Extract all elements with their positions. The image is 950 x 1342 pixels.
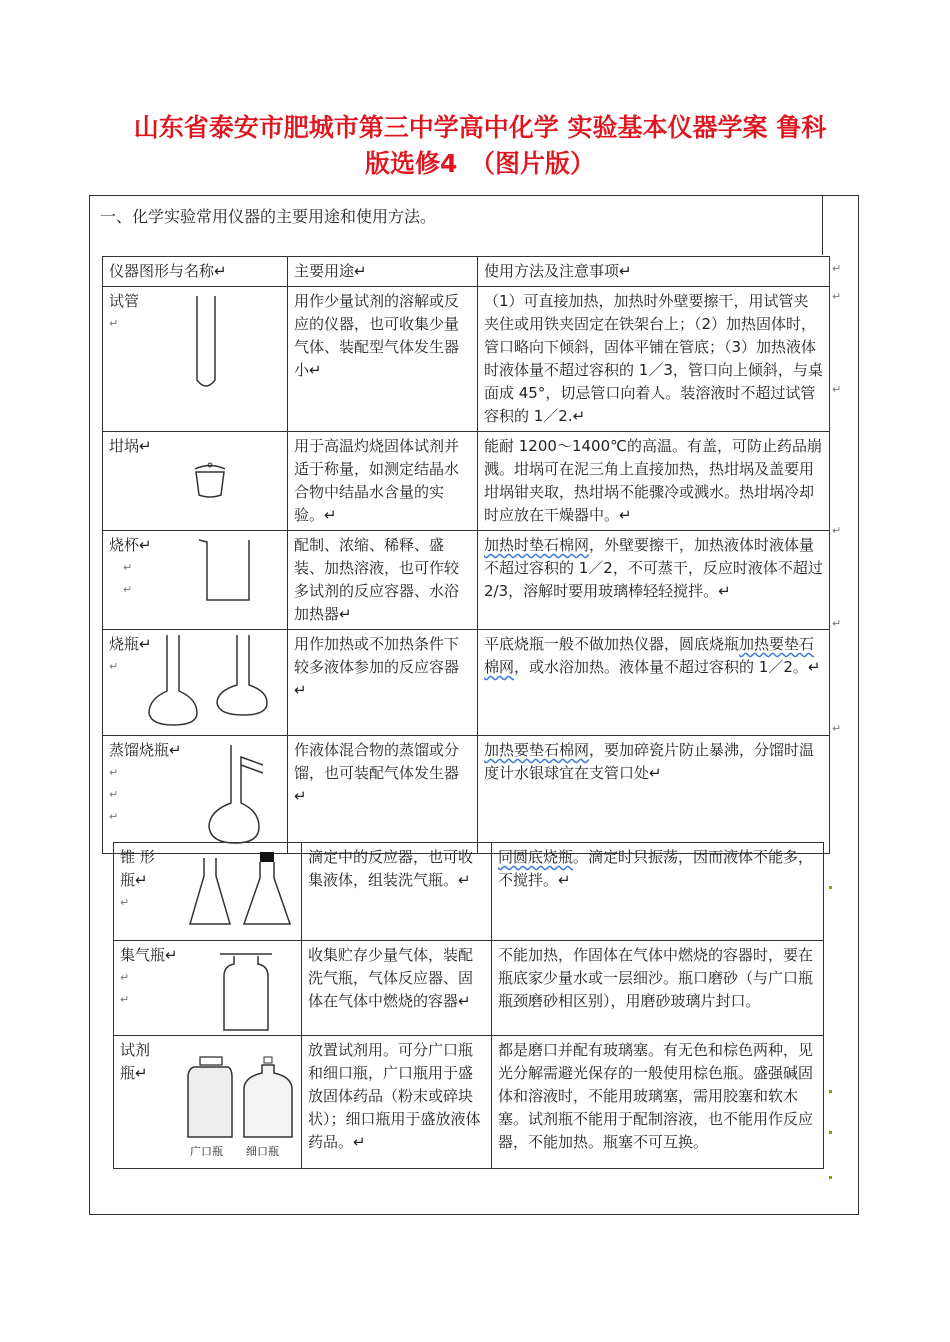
instrument-notes — [492, 843, 824, 941]
instrument-name: 试管 — [109, 292, 140, 310]
instrument-name: 集气瓶↵ — [120, 946, 178, 964]
instrument-use: 用作加热或不加热条件下较多液体参加的反应容器 ↵ — [288, 630, 478, 736]
return-mark: ↵ — [123, 561, 133, 574]
notes-text: ，外壁要擦干，加热液体时液体量不超过容积的 1／2，不可蒸干，反应时液体不超过 2/3，溶解时要用玻璃棒轻轻搅拌。↵ — [484, 536, 823, 600]
return-mark: ↵ — [109, 766, 119, 779]
instrument-name: 坩埚↵ — [109, 437, 152, 455]
instrument-notes — [478, 630, 830, 736]
return-mark: ↵ — [832, 290, 842, 303]
instrument-notes: 不能加热，作固体在气体中燃烧的容器时，要在瓶底家少量水或一层细沙。瓶口磨砂（与广口瓶瓶颈磨砂相区别），用磨砂玻璃片封口。 — [492, 941, 824, 1036]
test-tube-icon — [191, 294, 221, 394]
return-mark: ↵ — [109, 788, 119, 801]
document-title-line1: 山东省泰安市肥城市第三中学高中化学 实验基本仪器学案 鲁科 — [133, 113, 827, 142]
instrument-table-1 — [102, 256, 830, 854]
instrument-use: 放置试剂用。可分广口瓶和细口瓶，广口瓶用于盛放固体药品（粉末或碎块状）；细口瓶用于盛放液体药品。↵ — [302, 1036, 492, 1169]
instrument-name: 烧瓶↵ — [109, 635, 152, 653]
instrument-notes — [478, 531, 830, 630]
instrument-name: 烧杯↵ — [109, 536, 152, 554]
return-mark: ↵ — [832, 383, 842, 396]
frame-right-inner-line — [822, 195, 823, 255]
instrument-notes: （1）可直接加热，加热时外壁要擦干，用试管夹夹住或用铁夹固定在铁架台上；（2）加热固体时，管口略向下倾斜，固体平铺在管底；（3）加热液体时液体量不超过容积的 1／3，管口向上倾斜，与桌面成 45°，切忌管口向着人。装溶液时不超过试管容积的 1／2.↵ — [478, 287, 830, 432]
table-row — [103, 432, 830, 531]
flask-icon — [145, 633, 285, 727]
return-mark: ↵ — [123, 583, 133, 596]
conical-flask-icon — [186, 850, 296, 930]
instrument-notes: 能耐 1200～1400℃的高温。有盖，可防止药品崩溅。坩埚可在泥三角上直接加热，热坩埚及盖要用坩埚钳夹取，热坩埚不能骤冷或溅水。热坩埚冷却时应放在干燥器中。↵ — [478, 432, 830, 531]
notes-text: 。滴定时只振荡，因而液体不能多，不搅拌。↵ — [498, 848, 814, 889]
table-row — [103, 630, 830, 736]
narrow-mouth-bottle-label: 细口瓶 — [246, 1145, 279, 1158]
crucible-icon — [191, 461, 229, 501]
instrument-name: 蒸馏烧瓶↵ — [109, 741, 182, 759]
gas-jar-icon — [216, 950, 276, 1034]
table-header-row — [103, 257, 830, 287]
instrument-use: 用于高温灼烧固体试剂并适于称量，如测定结晶水合物中结晶水含量的实验。↵ — [288, 432, 478, 531]
instrument-notes: 都是磨口并配有玻璃塞。有无色和棕色两种，见光分解需避光保存的一般使用棕色瓶。盛强碱固体和溶液时，不能用玻璃塞，需用胶塞和软木塞。试剂瓶不能用于配制溶液，也不能用作反应器，不能加热。瓶塞不可互换。 — [492, 1036, 824, 1169]
notes-text: ，或水浴加热。液体量不超过容积的 1／2。↵ — [514, 658, 821, 676]
instrument-name: 锥 形瓶↵ — [120, 848, 155, 889]
distillation-flask-icon — [199, 743, 269, 853]
return-mark: ↵ — [832, 722, 842, 735]
table-row — [103, 736, 830, 854]
return-mark: ↵ — [832, 524, 842, 537]
return-mark: ↵ — [832, 262, 842, 275]
notes-text: ，要加碎瓷片防止暴沸，分馏时温度计水银球宜在支管口处↵ — [484, 741, 815, 782]
table-row — [103, 287, 830, 432]
header-name: 仪器图形与名称↵ — [103, 257, 288, 287]
return-mark: ↵ — [109, 317, 119, 330]
instrument-use: 滴定中的反应器，也可收集液体，组装洗气瓶。↵ — [302, 843, 492, 941]
reagent-bottles-icon — [182, 1055, 298, 1163]
section-heading: 一、化学实验常用仪器的主要用途和使用方法。 — [100, 207, 437, 226]
instrument-use: 收集贮存少量气体，装配洗气瓶，气体反应器、固体在气体中燃烧的容器↵ — [302, 941, 492, 1036]
notes-underlined: 加热要垫石棉网 — [484, 635, 815, 676]
header-notes: 使用方法及注意事项↵ — [478, 257, 830, 287]
return-mark: ↵ — [109, 660, 119, 673]
return-mark: ↵ — [109, 810, 119, 823]
instrument-use: 配制、浓缩、稀释、盛装、加热溶液，也可作较多试剂的反应容器、水浴加热器↵ — [288, 531, 478, 630]
header-use: 主要用途↵ — [288, 257, 478, 287]
instrument-use: 用作少量试剂的溶解或反应的仪器，也可收集少量气体、装配型气体发生器小↵ — [288, 287, 478, 432]
table-row — [103, 531, 830, 630]
notes-underlined: 加热时垫石棉网 — [484, 536, 590, 554]
table-row — [114, 843, 824, 941]
wide-mouth-bottle-label: 广口瓶 — [190, 1145, 223, 1158]
notes-text: 平底烧瓶一般不做加热仪器，圆底烧瓶 — [484, 635, 740, 653]
instrument-use: 作液体混合物的蒸馏或分馏，也可装配气体发生器↵ — [288, 736, 478, 854]
return-mark: ↵ — [120, 896, 130, 909]
instrument-name: 试剂瓶↵ — [120, 1041, 151, 1082]
table-row — [114, 1036, 824, 1169]
notes-underlined: 同圆底烧瓶 — [498, 848, 574, 866]
instrument-table-2 — [113, 842, 824, 1169]
return-mark: ↵ — [832, 617, 842, 630]
beaker-icon — [197, 536, 253, 604]
document-title-line2: 版选修4 （图片版） — [365, 149, 595, 178]
table-row — [114, 941, 824, 1036]
instrument-notes — [478, 736, 830, 854]
return-mark: ↵ — [120, 993, 130, 1006]
return-mark: ↵ — [120, 971, 130, 984]
notes-underlined: 加热要垫石棉网 — [484, 741, 590, 759]
